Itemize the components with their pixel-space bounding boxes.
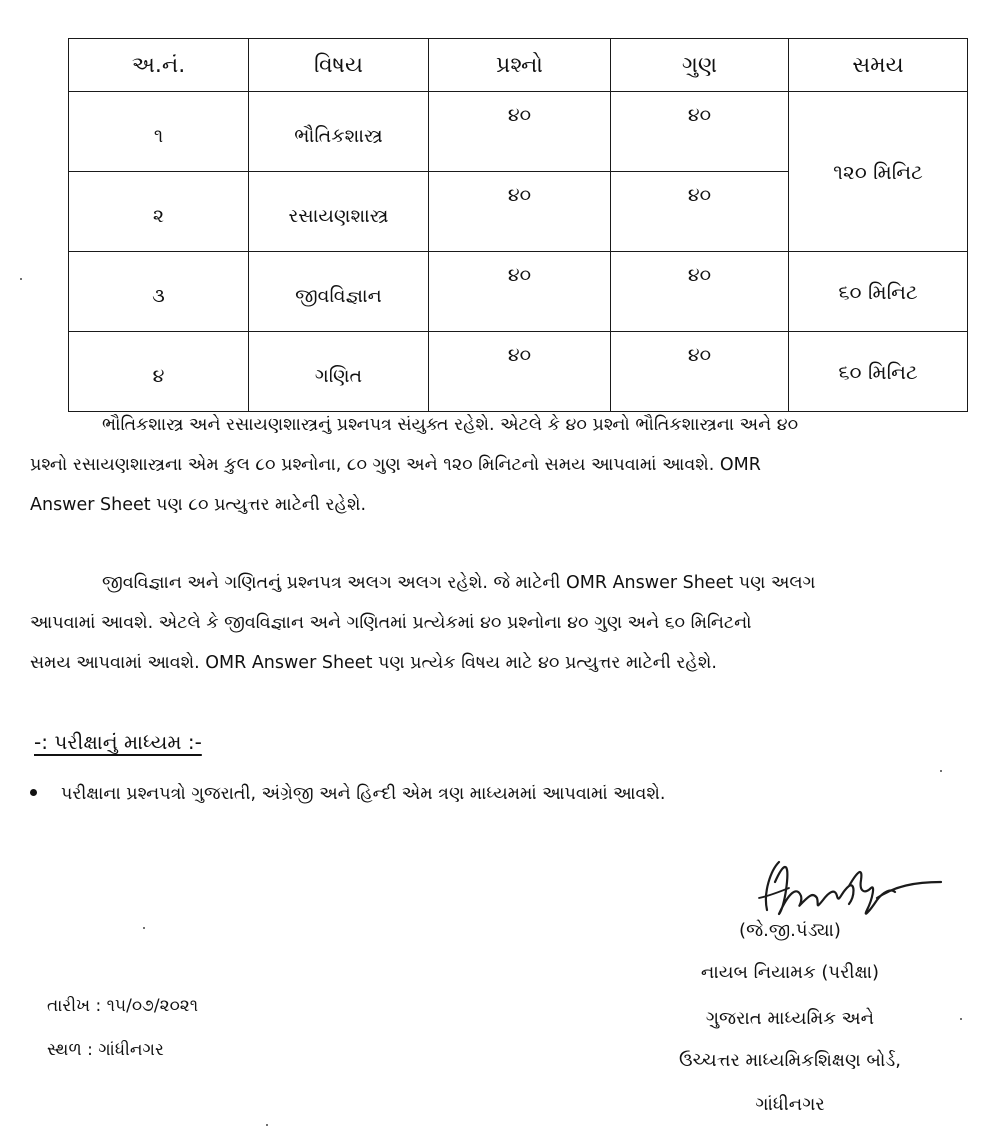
paragraph-line: આપવામાં આવશે. એટલે કે જીવવિજ્ઞાન અને ગણિતમાં પ્રત્યેકમાં ૪૦ પ્રશ્નોના ૪૦ ગુણ અને ૬૦ મિનિટનો [30,613,752,633]
row-subject: ગણિત [249,332,429,412]
paragraph-line: ભૌતિકશાસ્ત્ર અને રસાયણશાસ્ત્રનું પ્રશ્નપત્ર સંયુક્ત રહેશે. એટલે કે ૪૦ પ્રશ્નો ભૌતિકશાસ્ત્રના અને ૪૦ [102,415,799,435]
scan-speck [266,1124,268,1126]
row-time: ૬૦ મિનિટ [789,332,968,412]
header-marks: ગુણ [611,39,789,92]
row-questions: ૪૦ [429,172,611,252]
row-marks: ૪૦ [611,172,789,252]
row-index: ૩ [69,252,249,332]
table-row [69,332,968,412]
row-time: ૬૦ મિનિટ [789,252,968,332]
paragraph-separate-papers [30,563,1000,683]
row-marks: ૪૦ [611,252,789,332]
row-index: ૧ [69,92,249,172]
row-questions: ૪૦ [429,92,611,172]
scan-speck [960,1018,962,1020]
header-subject: વિષય [249,39,429,92]
scan-speck [143,927,145,929]
paragraph-line: સમય આપવામાં આવશે. OMR Answer Sheet પણ પ્રત્યેક વિષય માટે ૪૦ પ્રત્યુત્તર માટેની રહેશે. [30,653,717,673]
row-subject: ભૌતિકશાસ્ત્ર [249,92,429,172]
row-subject: રસાયણશાસ્ત્ર [249,172,429,252]
table-header-row [69,39,968,92]
row-time-combined: ૧૨૦ મિનિટ [789,92,968,252]
row-subject: જીવવિજ્ઞાન [249,252,429,332]
signatory-designation: નાયબ નિયામક (પરીક્ષા) [700,962,880,983]
exam-schedule-table [68,38,968,412]
paragraph-line: પ્રશ્નો રસાયણશાસ્ત્રના એમ કુલ ૮૦ પ્રશ્નોના, ૮૦ ગુણ અને ૧૨૦ મિનિટનો સમય આપવામાં આવશે. OMR [30,455,761,475]
medium-heading: -: પરીક્ષાનું માધ્યમ :- [34,730,202,754]
table-row [69,252,968,332]
row-index: ૪ [69,332,249,412]
scan-speck [20,278,22,280]
table-row [69,92,968,172]
signatory-org-line1: ગુજરાત માધ્યમિક અને [705,1008,875,1029]
signatory-city: ગાંધીનગર [755,1094,825,1115]
row-marks: ૪૦ [611,332,789,412]
signatory-name: (જે.જી.પંડ્યા) [739,920,841,941]
medium-bullet-text: પરીક્ષાના પ્રશ્નપત્રો ગુજરાતી, અંગ્રેજી અને હિન્દી એમ ત્રણ માધ્યમમાં આપવામાં આવશે. [61,784,666,804]
notice-date: તારીખ : ૧૫/૦૭/૨૦૨૧ [47,996,199,1016]
paragraph-combined-paper [30,405,1000,525]
medium-bullet-item [30,784,665,804]
paragraph-line: જીવવિજ્ઞાન અને ગણિતનું પ્રશ્નપત્ર અલગ અલગ રહેશે. જે માટેની OMR Answer Sheet પણ અલગ [102,573,816,593]
scan-speck [940,770,942,772]
row-questions: ૪૦ [429,252,611,332]
row-marks: ૪૦ [611,92,789,172]
header-time: સમય [789,39,968,92]
bullet-icon [30,789,37,796]
row-index: ૨ [69,172,249,252]
paragraph-line: Answer Sheet પણ ૮૦ પ્રત્યુત્તર માટેની રહેશે. [30,495,367,515]
signatory-org-line2: ઉચ્ચત્તર માધ્યમિકશિક્ષણ બોર્ડ, [679,1050,901,1071]
notice-place: સ્થળ : ગાંધીનગર [47,1040,164,1060]
header-questions: પ્રશ્નો [429,39,611,92]
row-questions: ૪૦ [429,332,611,412]
header-serial-no: અ.નં. [69,39,249,92]
